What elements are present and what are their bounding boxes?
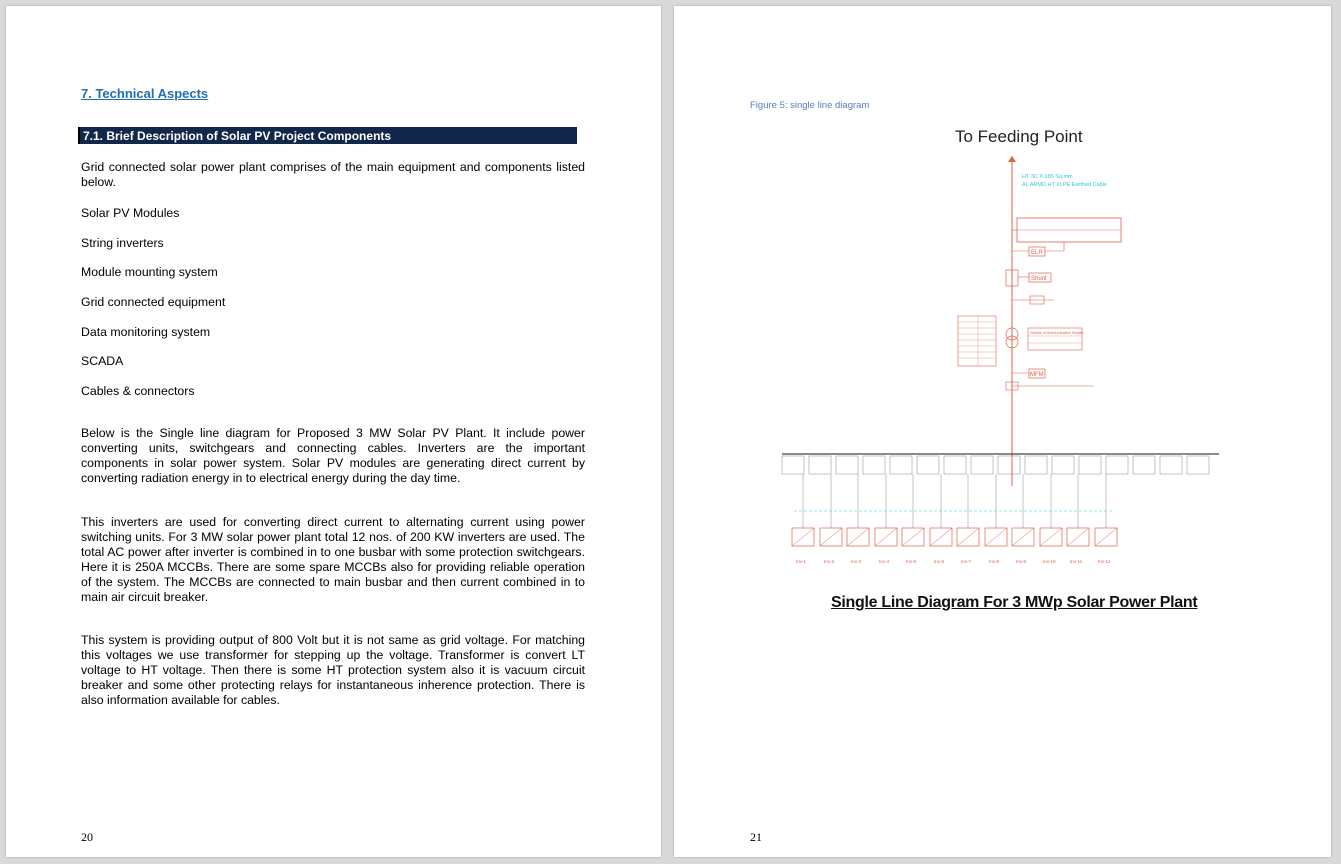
- inverter-row: [792, 528, 1117, 546]
- page-number: 20: [81, 830, 93, 844]
- document-page-21: [674, 6, 1331, 857]
- svg-text:Inv-8: Inv-8: [989, 559, 1000, 564]
- component-item: SCADA: [81, 354, 124, 368]
- elr-label: ELR: [1031, 250, 1043, 256]
- cable-label: HT 3C X 185 Sq.mm: [1022, 174, 1073, 180]
- body-paragraph: Below is the Single line diagram for Proposed 3 MW Solar PV Plant. It include power converting units, switchgears and connecting cables. Inverters are the important components in solar power system. Solar PV modules are generating direct current by converting radiation energy in to electrical energy during the day time.: [81, 426, 585, 485]
- cable-label-2: AL ARMD HT XLPE Earthed Cable: [1022, 182, 1107, 188]
- figure-caption: Figure 5: single line diagram: [750, 100, 870, 111]
- svg-text:Inv-4: Inv-4: [879, 559, 890, 564]
- mfm-label: MFM: [1030, 372, 1044, 378]
- shunt-label: Shunt: [1031, 276, 1047, 282]
- svg-text:Inv-11: Inv-11: [1070, 559, 1083, 564]
- svg-text:Inv-9: Inv-9: [1016, 559, 1027, 564]
- svg-text:Inv-3: Inv-3: [851, 559, 862, 564]
- subsection-heading: 7.1. Brief Description of Solar PV Project Components: [83, 129, 392, 143]
- mccb-row: [782, 456, 1209, 474]
- inverter-tags: [796, 559, 1111, 564]
- body-paragraph: This system is providing output of 800 Volt but it is not same as grid voltage. For matching this voltages we use transformer for stepping up the voltage. Transformer is convert LT voltage to HT voltage. Then there is some HT protection system also it is vacuum circuit breaker and some other protecting relays for instantaneous inherence protection. There is also information available for cables.: [81, 633, 585, 707]
- svg-text:Inv-5: Inv-5: [906, 559, 917, 564]
- document-page-20: [6, 6, 661, 857]
- svg-text:Inv-2: Inv-2: [824, 559, 835, 564]
- svg-text:Inv-7: Inv-7: [961, 559, 972, 564]
- svg-text:Inv-6: Inv-6: [934, 559, 945, 564]
- arrow-up-icon: [1008, 156, 1016, 162]
- transformer-data-table: [958, 316, 996, 366]
- inverter-feeders: [803, 474, 1106, 528]
- component-item: String inverters: [81, 236, 164, 250]
- component-item: Module mounting system: [81, 265, 218, 279]
- page-number: 21: [750, 830, 762, 844]
- component-item: Cables & connectors: [81, 384, 195, 398]
- intro-paragraph: Grid connected solar power plant comprises of the main equipment and components listed below.: [81, 160, 585, 189]
- body-paragraph: This inverters are used for converting direct current to alternating current using power switching units. For 3 MW solar power plant total 12 nos. of 200 KW inverters are used. The total AC power after inverter is combined in to one busbar with some protection switchgears. Here it is 250A MCCBs. There are some spare MCCBs also for providing reliable operation of the system. The MCCBs are connected to main busbar and then current combined in to main air circuit breaker.: [81, 515, 585, 604]
- single-line-diagram: [774, 156, 1244, 586]
- component-item: Solar PV Modules: [81, 206, 180, 220]
- section-heading[interactable]: 7. Technical Aspects: [81, 86, 209, 101]
- diagram-caption: Single Line Diagram For 3 MWp Solar Power Plant: [831, 594, 1198, 611]
- diagram-title: To Feeding Point: [955, 127, 1083, 146]
- svg-text:Inv-1: Inv-1: [796, 559, 807, 564]
- component-item: Data monitoring system: [81, 325, 211, 339]
- ammunization-label: Details of Ammunization Details: [1030, 331, 1084, 335]
- component-item: Grid connected equipment: [81, 295, 226, 309]
- subsection-heading-bar: [78, 127, 577, 144]
- svg-text:Inv-10: Inv-10: [1043, 559, 1056, 564]
- svg-text:Inv-12: Inv-12: [1098, 559, 1111, 564]
